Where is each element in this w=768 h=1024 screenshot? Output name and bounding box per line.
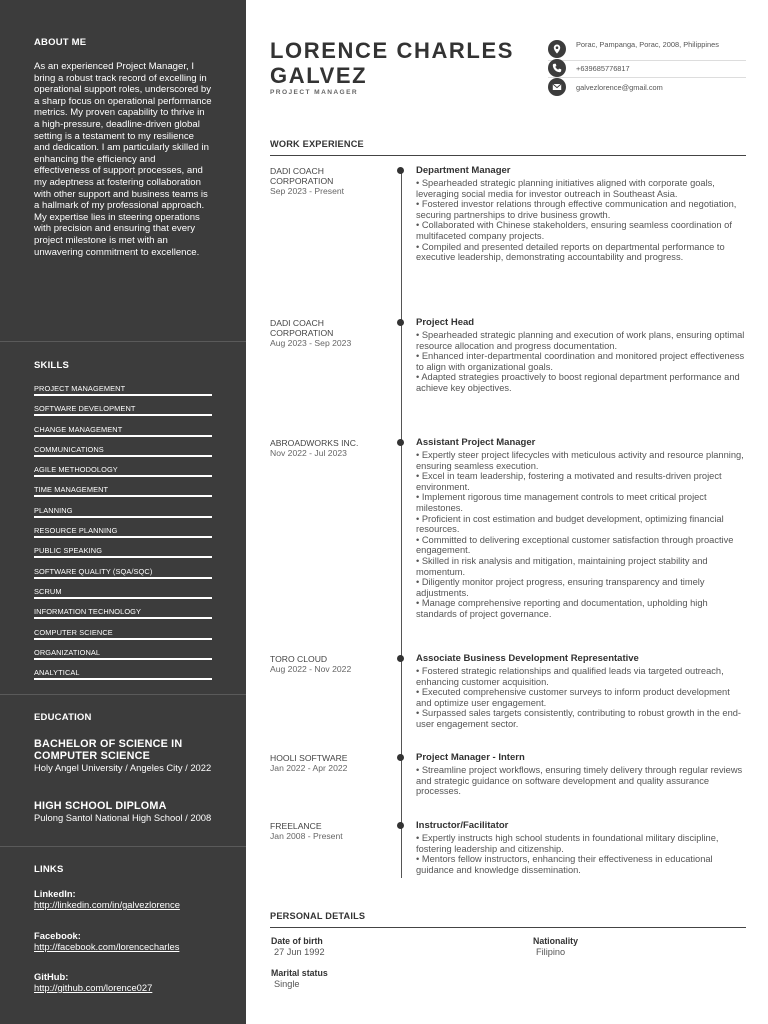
skill-bar xyxy=(34,455,212,457)
address-text: Porac, Pampanga, Porac, 2008, Philippines xyxy=(576,40,719,49)
skill-label: SOFTWARE DEVELOPMENT xyxy=(34,404,136,414)
skill-label: COMMUNICATIONS xyxy=(34,444,104,454)
skill-bar xyxy=(34,577,212,579)
skill-bar xyxy=(34,495,212,497)
skill-bar xyxy=(34,556,212,558)
skill-item xyxy=(34,443,212,463)
skill-label: COMPUTER SCIENCE xyxy=(34,627,113,637)
job-company xyxy=(270,753,382,773)
skill-bar xyxy=(34,678,212,680)
dob-value: 27 Jun 1992 xyxy=(274,947,325,957)
skill-bar xyxy=(34,394,212,396)
skill-label: ORGANIZATIONAL xyxy=(34,647,101,657)
skill-bar xyxy=(34,597,212,599)
skill-bar xyxy=(34,617,212,619)
job-bullet: • Fostered investor relations through effective communication and negotiation, securing partnerships to drive business growth. xyxy=(416,199,737,220)
job-company xyxy=(270,318,382,348)
job-company xyxy=(270,438,382,458)
job-bullet: • Collaborated with Chinese stakeholders, ensuring seamless coordination of multifaceted company projects. xyxy=(416,220,732,241)
job-bullet: • Streamline project workflows, ensuring timely delivery through regular reviews and strategic guidance on software development and quality assurance processes. xyxy=(416,765,743,797)
education-heading: EDUCATION xyxy=(34,712,92,723)
links-heading: LINKS xyxy=(34,864,64,875)
job-bullets xyxy=(416,833,746,875)
job-bullet: • Expertly steer project lifecycles with meticulous activity and resource planning, ensuring seamless execution. xyxy=(416,450,744,471)
timeline-line xyxy=(401,168,402,878)
timeline-dot xyxy=(397,319,404,326)
skill-label: SCRUM xyxy=(34,586,62,596)
email-text: galvezlorence@gmail.com xyxy=(576,83,663,92)
nationality-value: Filipino xyxy=(536,947,566,957)
skill-label: TIME MANAGEMENT xyxy=(34,485,109,495)
skill-item xyxy=(34,646,212,666)
job-title: Department Manager xyxy=(416,165,511,176)
phone-icon xyxy=(548,59,566,77)
timeline-dot xyxy=(397,655,404,662)
marital-status-value: Single xyxy=(274,979,300,989)
skill-item xyxy=(34,605,212,625)
education-degree: HIGH SCHOOL DIPLOMA xyxy=(34,800,167,812)
skill-item xyxy=(34,666,212,686)
job-dates: Aug 2022 - Nov 2022 xyxy=(270,664,352,674)
education-detail: Holy Angel University / Angeles City / 2022 xyxy=(34,762,212,773)
contact-phone xyxy=(548,59,748,77)
company-name: TORO CLOUD xyxy=(270,654,328,664)
company-name: DADI COACH CORPORATION xyxy=(270,166,334,186)
timeline-dot xyxy=(397,754,404,761)
job-company xyxy=(270,166,382,196)
job-bullets xyxy=(416,765,746,797)
job-title: Associate Business Development Representative xyxy=(416,653,639,664)
skill-item xyxy=(34,565,212,585)
skill-item xyxy=(34,423,212,443)
section-rule xyxy=(270,927,746,928)
section-rule xyxy=(270,155,746,156)
company-name: FREELANCE xyxy=(270,821,322,831)
job-title: Project Head xyxy=(416,317,475,328)
job-dates: Jan 2022 - Apr 2022 xyxy=(270,763,348,773)
skill-label: INFORMATION TECHNOLOGY xyxy=(34,607,142,617)
job-bullet: • Manage comprehensive reporting and documentation, upholding high standards of project governance. xyxy=(416,598,708,619)
job-bullet: • Fostered strategic relationships and qualified leads via targeted outreach, enhancing customer acquisition. xyxy=(416,666,724,687)
skill-label: PROJECT MANAGEMENT xyxy=(34,384,126,393)
job-title: Project Manager - Intern xyxy=(416,752,525,763)
skill-label: PLANNING xyxy=(34,505,73,515)
job-bullet: • Proficient in cost estimation and budget development, optimizing financial resources. xyxy=(416,513,724,535)
job-bullets xyxy=(416,450,746,620)
skill-label: AGILE METHODOLOGY xyxy=(34,465,118,475)
job-bullet: • Excel in team leadership, fostering a motivated and results-driven project environment. xyxy=(416,471,722,492)
job-bullet: • Adapted strategies proactively to boost regional department performance and achieve key objectives. xyxy=(416,372,740,393)
skill-bar xyxy=(34,658,212,660)
sidebar xyxy=(0,0,246,1024)
skill-item xyxy=(34,504,212,524)
skill-item xyxy=(34,524,212,544)
skill-bar xyxy=(34,516,212,518)
company-name: HOOLI SOFTWARE xyxy=(270,753,348,763)
job-bullet: • Diligently monitor project progress, ensuring transparency and timely adjustments. xyxy=(416,577,705,598)
job-bullet: • Skilled in risk analysis and mitigation, maintaining project stability and momentum. xyxy=(416,555,708,577)
about-me-heading: ABOUT ME xyxy=(34,37,87,48)
timeline-dot xyxy=(397,167,404,174)
location-icon xyxy=(548,40,566,58)
linkedin-link[interactable]: http://linkedin.com/in/galvezlorence xyxy=(34,899,180,910)
contact-email xyxy=(548,78,748,96)
skill-item xyxy=(34,463,212,483)
personal-details-heading: PERSONAL DETAILS xyxy=(270,911,366,921)
job-dates: Sep 2023 - Present xyxy=(270,186,345,196)
skill-label: PUBLIC SPEAKING xyxy=(34,546,103,556)
skill-item xyxy=(34,585,212,605)
job-bullets xyxy=(416,330,746,394)
job-company xyxy=(270,654,382,674)
job-bullets xyxy=(416,666,746,730)
facebook-link[interactable]: http://facebook.com/lorencecharles xyxy=(34,941,180,952)
marital-status-label: Marital status xyxy=(271,968,328,978)
about-me-text: As an experienced Project Manager, I bring a robust track record of excelling in operational support roles, underscored by a sharp focus on operational performance metrics. My proven capability to thrive in a high-pressure, deadline-driven global setting is a testament to my resilience and dedication. I am particularly skilled in enhancing the efficiency and effectiveness of support processes, and my adeptness at fostering collaboration with other support and business teams is a hallmark of my professional approach. My expertise lies in steering operations with precision and ensuring that every project milestone is met with an unwavering commitment to excellence. xyxy=(34,61,212,258)
skill-bar xyxy=(34,536,212,538)
education-detail: Pulong Santol National High School / 2008 xyxy=(34,812,212,823)
timeline-dot xyxy=(397,822,404,829)
job-title: Instructor/Facilitator xyxy=(416,820,509,831)
github-link[interactable]: http://github.com/lorence027 xyxy=(34,982,153,993)
skill-bar xyxy=(34,638,212,640)
job-dates: Jan 2008 - Present xyxy=(270,831,343,841)
candidate-role: PROJECT MANAGER xyxy=(270,89,359,96)
contact-address xyxy=(548,40,748,58)
link-entry xyxy=(34,888,214,910)
job-title: Assistant Project Manager xyxy=(416,437,536,448)
job-bullet: • Implement rigorous time management controls to meet critical project milestones. xyxy=(416,492,707,513)
skill-label: RESOURCE PLANNING xyxy=(34,526,118,536)
nationality-label: Nationality xyxy=(533,936,578,946)
job-bullet: • Committed to delivering exceptional customer satisfaction through proactive engagement. xyxy=(416,534,734,556)
skills-heading: SKILLS xyxy=(34,360,69,371)
job-bullet: • Enhanced inter-departmental coordination and monitored project effectiveness to align with organizational goals. xyxy=(416,351,745,372)
link-entry xyxy=(34,930,214,952)
job-company xyxy=(270,821,382,841)
sidebar-divider xyxy=(0,694,246,695)
sidebar-divider xyxy=(0,846,246,847)
education-entry xyxy=(34,800,214,823)
job-bullet: • Surpassed sales targets consistently, contributing to robust growth in the end-user engagement sector. xyxy=(416,708,742,729)
skill-item xyxy=(34,626,212,646)
dob-label: Date of birth xyxy=(271,936,323,946)
skill-label: ANALYTICAL xyxy=(34,668,80,678)
skill-item xyxy=(34,382,212,402)
skills-list xyxy=(34,382,212,686)
phone-text: +639685776817 xyxy=(576,64,630,73)
work-experience-heading: WORK EXPERIENCE xyxy=(270,139,364,149)
skill-bar xyxy=(34,435,212,437)
job-bullet: • Compiled and presented detailed reports on departmental performance to executive leadership, demonstrating accountability and progress. xyxy=(416,241,725,263)
skill-item xyxy=(34,544,212,564)
skill-label: CHANGE MANAGEMENT xyxy=(34,424,123,434)
link-label-github: GitHub: xyxy=(34,971,69,982)
sidebar-divider xyxy=(0,341,246,342)
timeline-dot xyxy=(397,439,404,446)
link-entry xyxy=(34,971,214,993)
email-icon xyxy=(548,78,566,96)
education-entry xyxy=(34,738,214,773)
company-name: ABROADWORKS INC. xyxy=(270,438,359,448)
skill-label: SOFTWARE QUALITY (SQA/SQC) xyxy=(34,566,153,576)
skill-bar xyxy=(34,475,212,477)
skill-item xyxy=(34,483,212,503)
link-label-facebook: Facebook: xyxy=(34,930,81,941)
job-bullets xyxy=(416,178,746,263)
job-bullet: • Expertly instructs high school students in foundational military discipline, fostering leadership and citizenship. xyxy=(416,833,719,854)
candidate-name: LORENCE CHARLES GALVEZ xyxy=(270,38,515,88)
company-name: DADI COACH CORPORATION xyxy=(270,318,334,338)
link-label-linkedin: LinkedIn: xyxy=(34,888,76,899)
job-dates: Nov 2022 - Jul 2023 xyxy=(270,448,347,458)
skill-item xyxy=(34,402,212,422)
job-bullet: • Spearheaded strategic planning initiatives aligned with corporate goals, leveraging social media for investor outreach in Southeast Asia. xyxy=(416,178,715,199)
job-dates: Aug 2023 - Sep 2023 xyxy=(270,338,352,348)
job-bullet: • Mentors fellow instructors, enhancing their effectiveness in educational guidance and knowledge dissemination. xyxy=(416,854,713,875)
skill-bar xyxy=(34,414,212,416)
job-bullet: • Executed comprehensive customer surveys to inform product development and optimize user engagement. xyxy=(416,687,730,708)
job-bullet: • Spearheaded strategic planning and execution of work plans, ensuring optimal resource allocation and progress documentation. xyxy=(416,330,745,351)
education-degree: BACHELOR OF SCIENCE IN COMPUTER SCIENCE xyxy=(34,738,183,762)
